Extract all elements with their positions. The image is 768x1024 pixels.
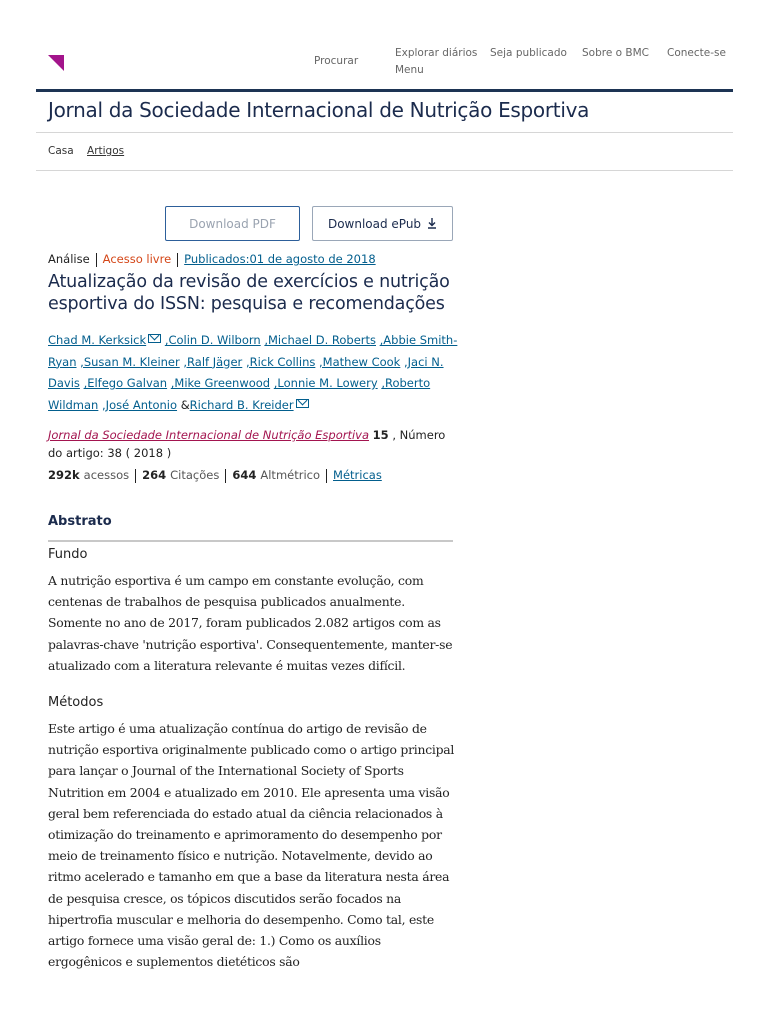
- download-icon: [427, 218, 437, 229]
- separator: [177, 253, 178, 267]
- breadcrumb-home[interactable]: Casa: [48, 145, 74, 157]
- citation-info: [48, 426, 458, 462]
- header-divider: [36, 89, 733, 92]
- author-link[interactable]: ,Abbie Smith-Ryan: [48, 333, 458, 369]
- separator: [326, 469, 327, 483]
- author-link[interactable]: ,Mathew Cook: [319, 354, 401, 369]
- breadcrumb: [48, 145, 124, 157]
- download-epub-label: Download ePub: [327, 216, 422, 231]
- background-paragraph: A nutrição esportiva é um campo em constante evolução, com centenas de trabalhos de pesquisa publicados anualmente. Somente no ano de 2017, foram publicados 2.082 artigos com as palavras-chave 'nutrição esportiva'. Consequentemente, manter-se atualizado com a literatura relevante é muitas vezes difícil.: [48, 573, 453, 673]
- top-navigation: [0, 44, 768, 84]
- breadcrumb-articles[interactable]: Artigos: [87, 145, 125, 157]
- nav-explore-journals-link[interactable]: Explorar diários: [395, 47, 478, 59]
- citation-volume: 15: [372, 428, 389, 442]
- download-pdf-label: Download PDF: [189, 216, 276, 231]
- nav-search-link[interactable]: Procurar: [314, 55, 359, 67]
- nav-menu-link[interactable]: Menu: [395, 64, 424, 76]
- download-pdf-button[interactable]: [165, 206, 300, 241]
- author-link[interactable]: ,José Antonio: [102, 397, 178, 412]
- email-icon[interactable]: [148, 334, 161, 343]
- author-link[interactable]: Richard B. Kreider: [189, 397, 294, 412]
- separator: [225, 469, 226, 483]
- nav-about-link[interactable]: Sobre o BMC: [582, 47, 649, 59]
- divider: [36, 170, 733, 171]
- citation-journal-link[interactable]: Jornal da Sociedade Internacional de Nutrição Esportiva: [48, 428, 370, 442]
- citations-count: 264: [142, 468, 167, 482]
- author-link[interactable]: ,Roberto Wildman: [48, 376, 431, 412]
- author-link[interactable]: ,Jaci N. Davis: [48, 354, 444, 390]
- author-link[interactable]: ,Elfego Galvan: [83, 376, 168, 390]
- accesses-label: acessos: [83, 468, 130, 482]
- altmetric-label: Altmétrico: [260, 468, 321, 482]
- abstract-divider: [48, 540, 453, 542]
- altmetric-count: 644: [232, 468, 257, 482]
- author-link[interactable]: Chad M. Kerksick: [48, 333, 147, 347]
- metrics-link[interactable]: Métricas: [333, 468, 382, 482]
- article-meta: [48, 252, 376, 267]
- journal-title[interactable]: Jornal da Sociedade Internacional de Nutrição Esportiva: [48, 98, 590, 122]
- methods-paragraph: Este artigo é uma atualização contínua do artigo de revisão de nutrição esportiva originalmente publicado como o artigo principal para lançar o Journal of the International Society of Sports Nutrition em 2004 e atualizado em 2010. Ele apresenta uma visão geral bem referenciada do estado atual da ciência relacionados à otimização do treinamento e aprimoramento do desempenho por meio de treinamento físico e nutrição. Notavelmente, devido ao ritmo acelerado e tamanho em que a base da literatura nesta área de pesquisa cresce, os tópicos discutidos serão focados na hipertrofia muscular e melhoria do desempenho. Como tal, este artigo fornece uma visão geral de: 1.) Como os auxílios ergogênicos e suplementos dietéticos são: [48, 721, 455, 970]
- author-link[interactable]: ,Mike Greenwood: [170, 376, 271, 390]
- email-icon[interactable]: [296, 399, 309, 408]
- accesses-count: 292k: [48, 468, 80, 482]
- citations-label: Citações: [170, 468, 220, 482]
- author-link[interactable]: ,Ralf Jäger: [183, 354, 243, 369]
- author-list: [48, 330, 458, 416]
- citation-article-number: 38: [107, 446, 122, 460]
- nav-get-published-link[interactable]: Seja publicado: [490, 47, 567, 59]
- open-access-label: Acesso livre: [102, 252, 172, 266]
- methods-heading: Métodos: [48, 695, 104, 710]
- abstract-heading: Abstrato: [48, 514, 112, 529]
- download-epub-button[interactable]: [312, 206, 453, 241]
- citation-year: ( 2018 ): [125, 446, 172, 460]
- nav-login-link[interactable]: Conecte-se: [667, 47, 726, 59]
- divider: [36, 132, 733, 133]
- article-title: Atualização da revisão de exercícios e nutrição esportiva do ISSN: pesquisa e recomendações: [48, 272, 450, 314]
- background-heading: Fundo: [48, 547, 88, 562]
- author-link[interactable]: ,Lonnie M. Lowery: [273, 376, 378, 390]
- citation-article-label: , Número do artigo:: [48, 428, 446, 460]
- author-link[interactable]: ,Colin D. Wilborn: [164, 333, 261, 347]
- author-link[interactable]: ,Rick Collins: [245, 354, 316, 369]
- separator: [135, 469, 136, 483]
- author-link[interactable]: ,Michael D. Roberts: [264, 333, 376, 347]
- article-metrics: [48, 468, 382, 483]
- separator: [96, 253, 97, 267]
- article-type: Análise: [48, 252, 90, 266]
- author-ampersand: &: [180, 397, 190, 412]
- published-date-link[interactable]: Publicados:01 de agosto de 2018: [184, 252, 376, 266]
- author-link[interactable]: ,Susan M. Kleiner: [80, 354, 180, 369]
